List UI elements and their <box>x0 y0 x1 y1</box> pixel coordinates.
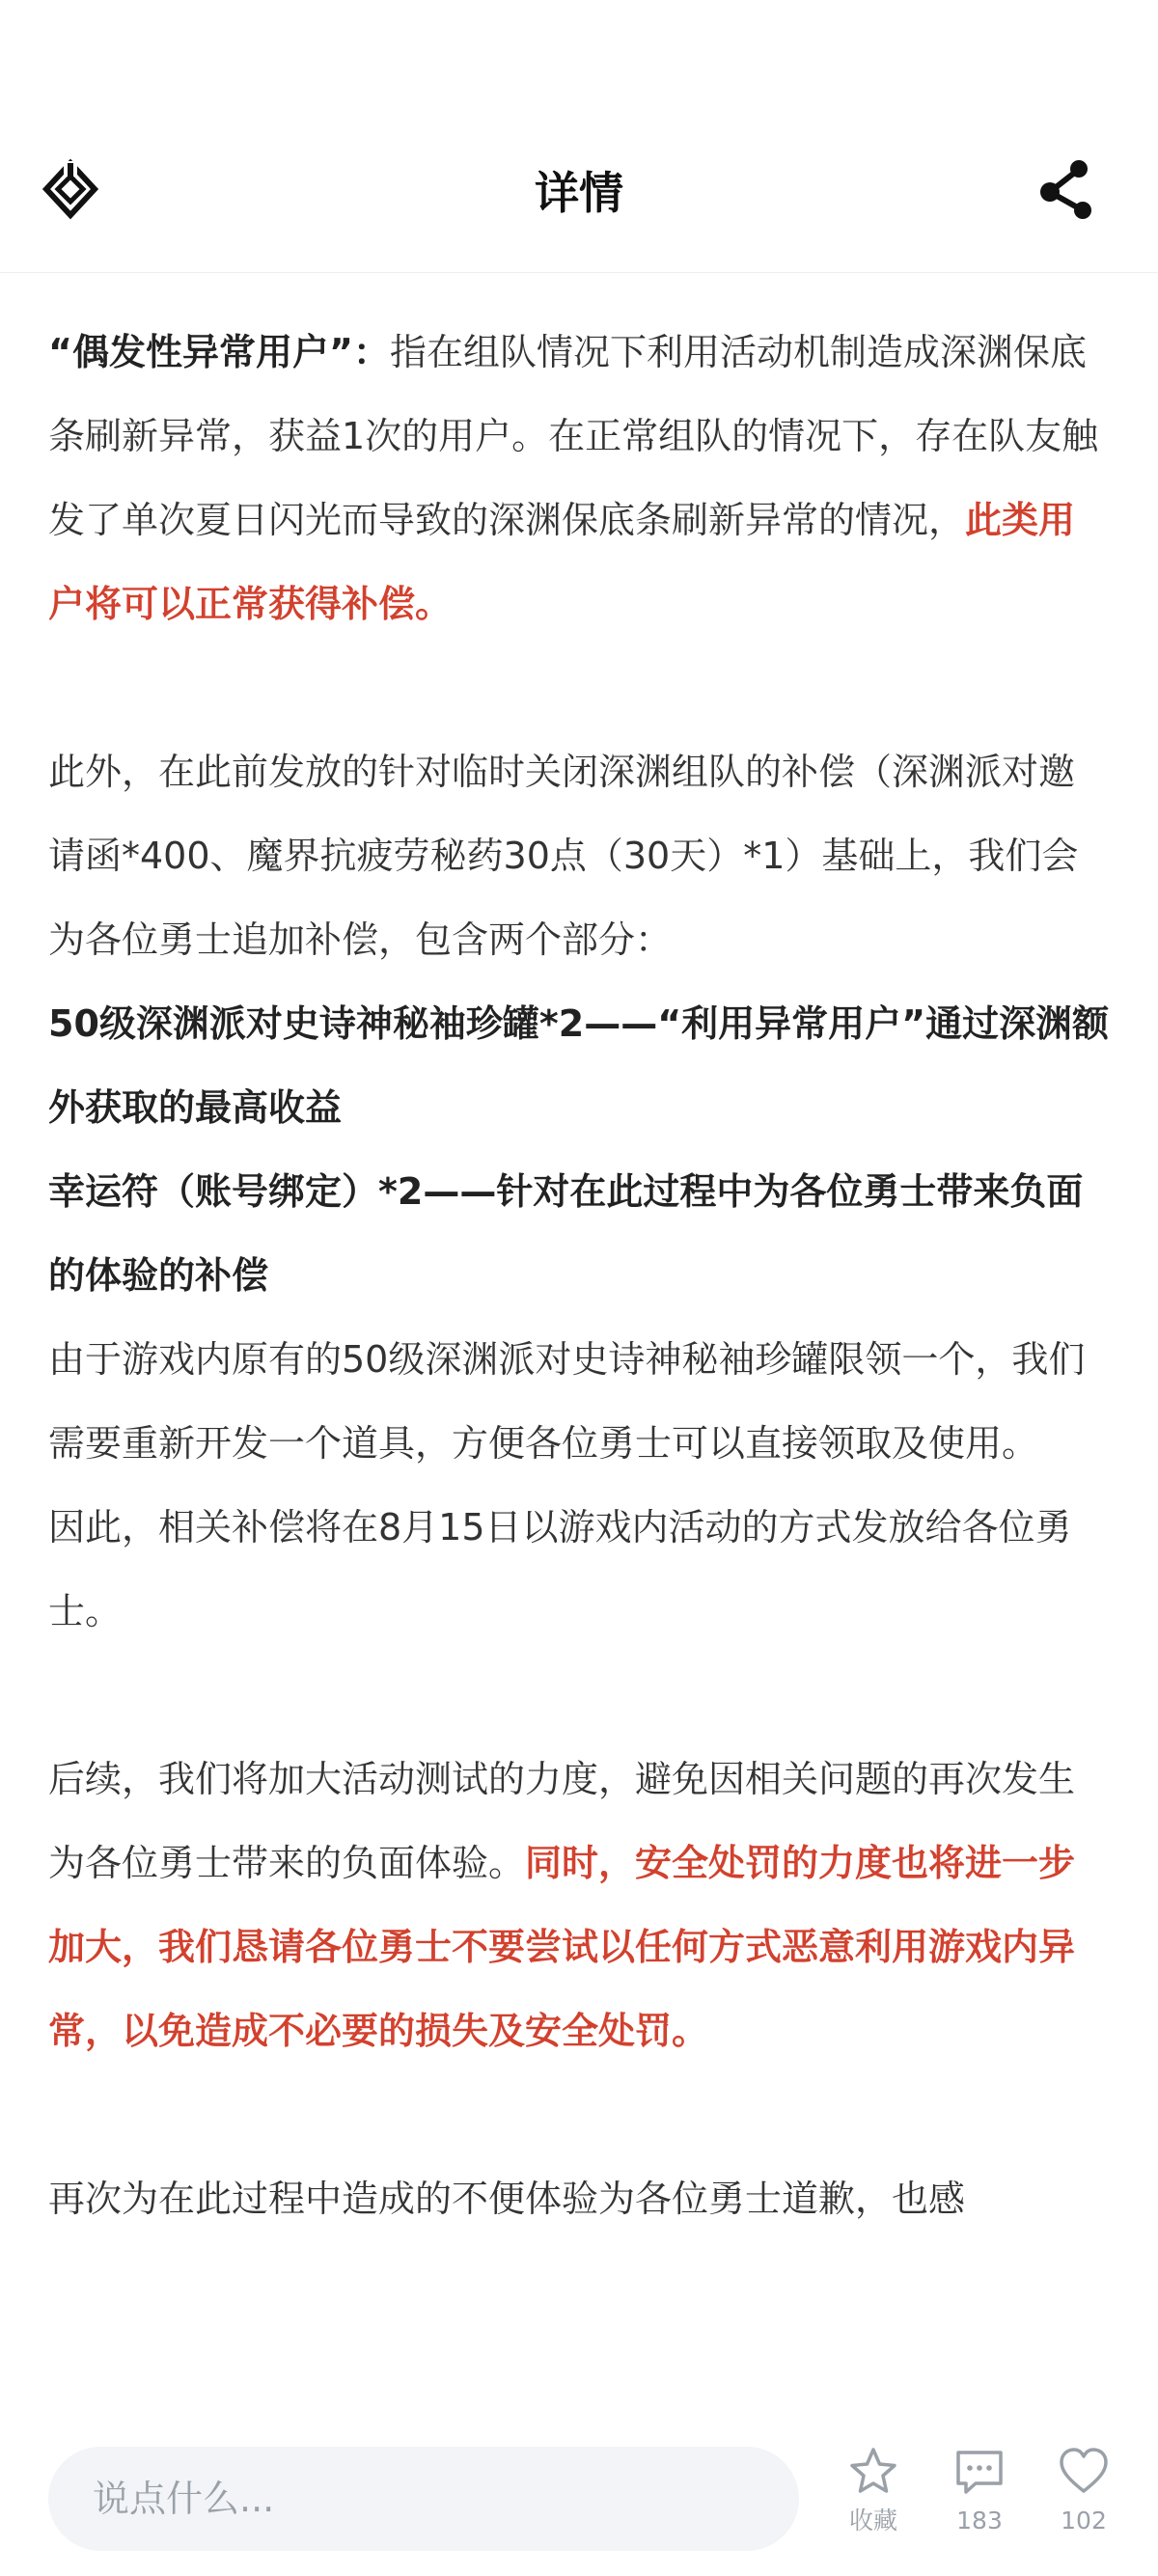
like-button[interactable] <box>1040 2445 1127 2537</box>
paragraph-redevelop: 由于游戏内原有的50级深渊派对史诗神秘袖珍罐限领一个，我们需要重新开发一个道具，方便各位勇士可以直接领取及使用。 <box>48 1338 1086 1465</box>
favorite-button[interactable] <box>830 2445 917 2537</box>
favorite-label: 收藏 <box>848 2507 897 2535</box>
paragraph-abnormal-user <box>48 311 1110 646</box>
paragraph-apology: 再次为在此过程中造成的不便体验为各位勇士道歉，也感 <box>48 2178 966 2220</box>
paragraph-text: 后续，我们将加大活动测试的力度，避免因相关问题的再次发生为各位勇士带来的负面体验。 <box>48 1758 1076 1884</box>
paragraph-release-date: 因此，相关补偿将在8月15日以游戏内活动的方式发放给各位勇士。 <box>48 1506 1072 1632</box>
article-content <box>48 311 1110 2241</box>
comment-input[interactable] <box>48 2447 799 2551</box>
highlight-text: 同时，安全处罚的力度也将进一步加大，我们恳请各位勇士不要尝试以任何方式恶意利用游戏内异常，以免造成不必要的损失及安全处罚。 <box>48 1842 1076 2052</box>
heart-icon <box>1057 2445 1111 2499</box>
compensation-item-2: 幸运符（账号绑定）*2——针对在此过程中为各位勇士带来负面的体验的补偿 <box>48 1170 1084 1297</box>
share-icon <box>1034 155 1102 223</box>
comment-icon <box>952 2445 1006 2499</box>
term-heading: “偶发性异常用户”： <box>48 331 390 373</box>
comment-count: 183 <box>956 2507 1003 2535</box>
share-button[interactable] <box>1034 155 1102 223</box>
paragraph-compensation-intro: 此外，在此前发放的针对临时关闭深渊组队的补偿（深渊派对邀请函*400、魔界抗疲劳秘药30点（30天）*1）基础上，我们会为各位勇士追加补偿，包含两个部分： <box>48 751 1079 961</box>
comment-button[interactable] <box>936 2445 1023 2537</box>
compensation-item-1: 50级深渊派对史诗神秘袖珍罐*2——“利用异常用户”通过深渊额外获取的最高收益 <box>48 1002 1110 1129</box>
page-title: 详情 <box>535 167 623 219</box>
like-count: 102 <box>1061 2507 1107 2535</box>
bottom-action-bar <box>0 2431 1158 2576</box>
paragraph-followup <box>48 1738 1110 2073</box>
header-bar <box>0 135 1158 273</box>
paragraph-text: 指在组队情况下利用活动机制造成深渊保底条刷新异常，获益1次的用户。在正常组队的情况下，存在队友触发了单次夏日闪光而导致的深渊保底条刷新异常的情况， <box>48 331 1099 541</box>
star-icon <box>846 2445 900 2499</box>
highlight-text: 此类用户将可以正常获得补偿。 <box>48 499 1076 625</box>
